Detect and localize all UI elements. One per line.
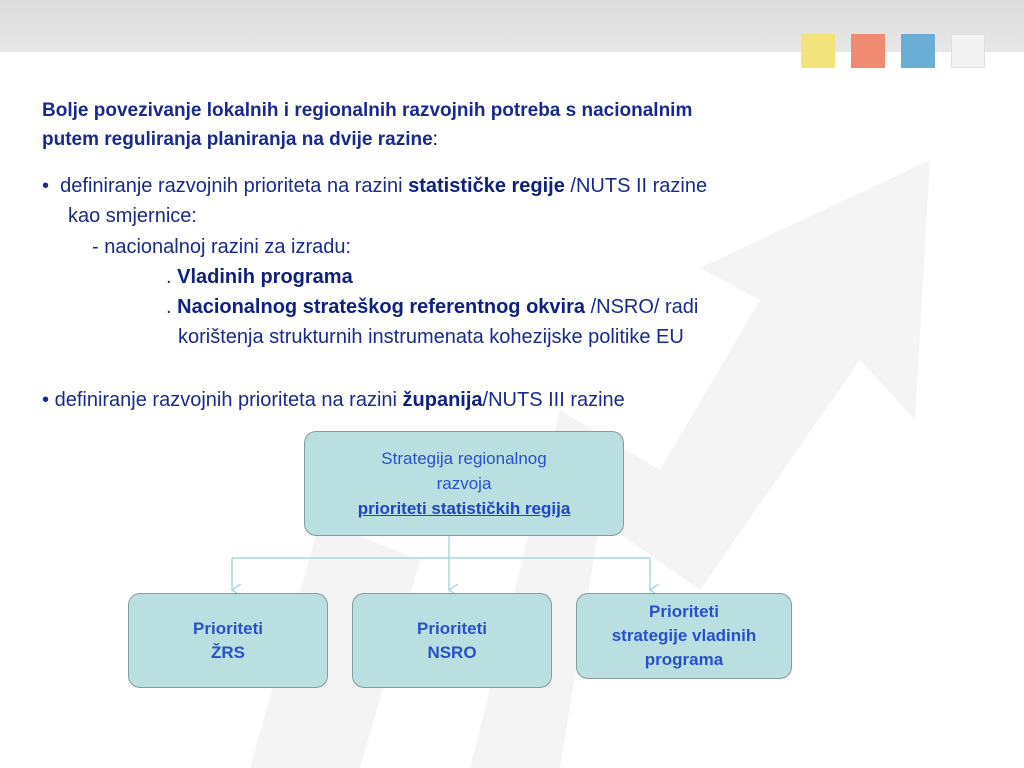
- strategy-box-line-2: razvoja: [436, 474, 492, 493]
- strategy-priorities-link[interactable]: prioriteti statističkih regija: [357, 499, 571, 518]
- child-box-government-programs: [576, 593, 792, 679]
- bullet-2-text: definiranje razvojnih prioriteta na razini: [49, 389, 403, 411]
- child-box-label: programa: [644, 650, 724, 669]
- child-box-label: strategije vladinih: [611, 626, 757, 645]
- bullet-1-text: definiranje razvojnih prioriteta na razini: [60, 175, 409, 197]
- bullet-2-post: /NUTS III razine: [482, 389, 625, 411]
- sub-item-1-bold: Vladinih programa: [177, 266, 353, 288]
- bullet-marker: •: [42, 389, 50, 411]
- strategy-box: [304, 431, 624, 536]
- sub-item-2-dot: .: [166, 296, 178, 318]
- child-box-zrs: [128, 593, 328, 688]
- bullet-1-sub: - nacionalnoj razini za izradu:: [92, 236, 352, 258]
- sub-item-2-bold: Nacionalnog strateškog referentnog okvira: [177, 296, 586, 318]
- child-box-label: Prioriteti: [417, 618, 487, 638]
- heading-colon: :: [432, 129, 438, 150]
- bullet-marker: •: [42, 175, 50, 197]
- child-box-label: Prioriteti: [193, 618, 263, 638]
- sub-item-1-dot: .: [166, 266, 178, 288]
- heading-line-1: Bolje povezivanje lokalnih i regionalnih razvojnih potreba s nacionalnim: [42, 100, 693, 121]
- bullet-1-continuation: kao smjernice:: [68, 205, 197, 227]
- bullet-2-bold: županija: [402, 389, 483, 411]
- child-box-label: NSRO: [427, 642, 477, 662]
- heading-line-2: putem reguliranja planiranja na dvije razine: [42, 129, 433, 150]
- bullet-1-post: /NUTS II razine: [564, 175, 708, 197]
- strategy-box-line-1: Strategija regionalnog: [381, 449, 547, 468]
- sub-item-2-continuation: korištenja strukturnih instrumenata kohezijske politike EU: [178, 326, 684, 348]
- bullet-1-bold: statističke regije: [408, 175, 565, 197]
- child-box-nsro: [352, 593, 552, 688]
- child-box-label: ŽRS: [211, 642, 245, 662]
- sub-item-2-post: /NSRO/ radi: [585, 296, 699, 318]
- child-box-label: Prioriteti: [649, 602, 719, 621]
